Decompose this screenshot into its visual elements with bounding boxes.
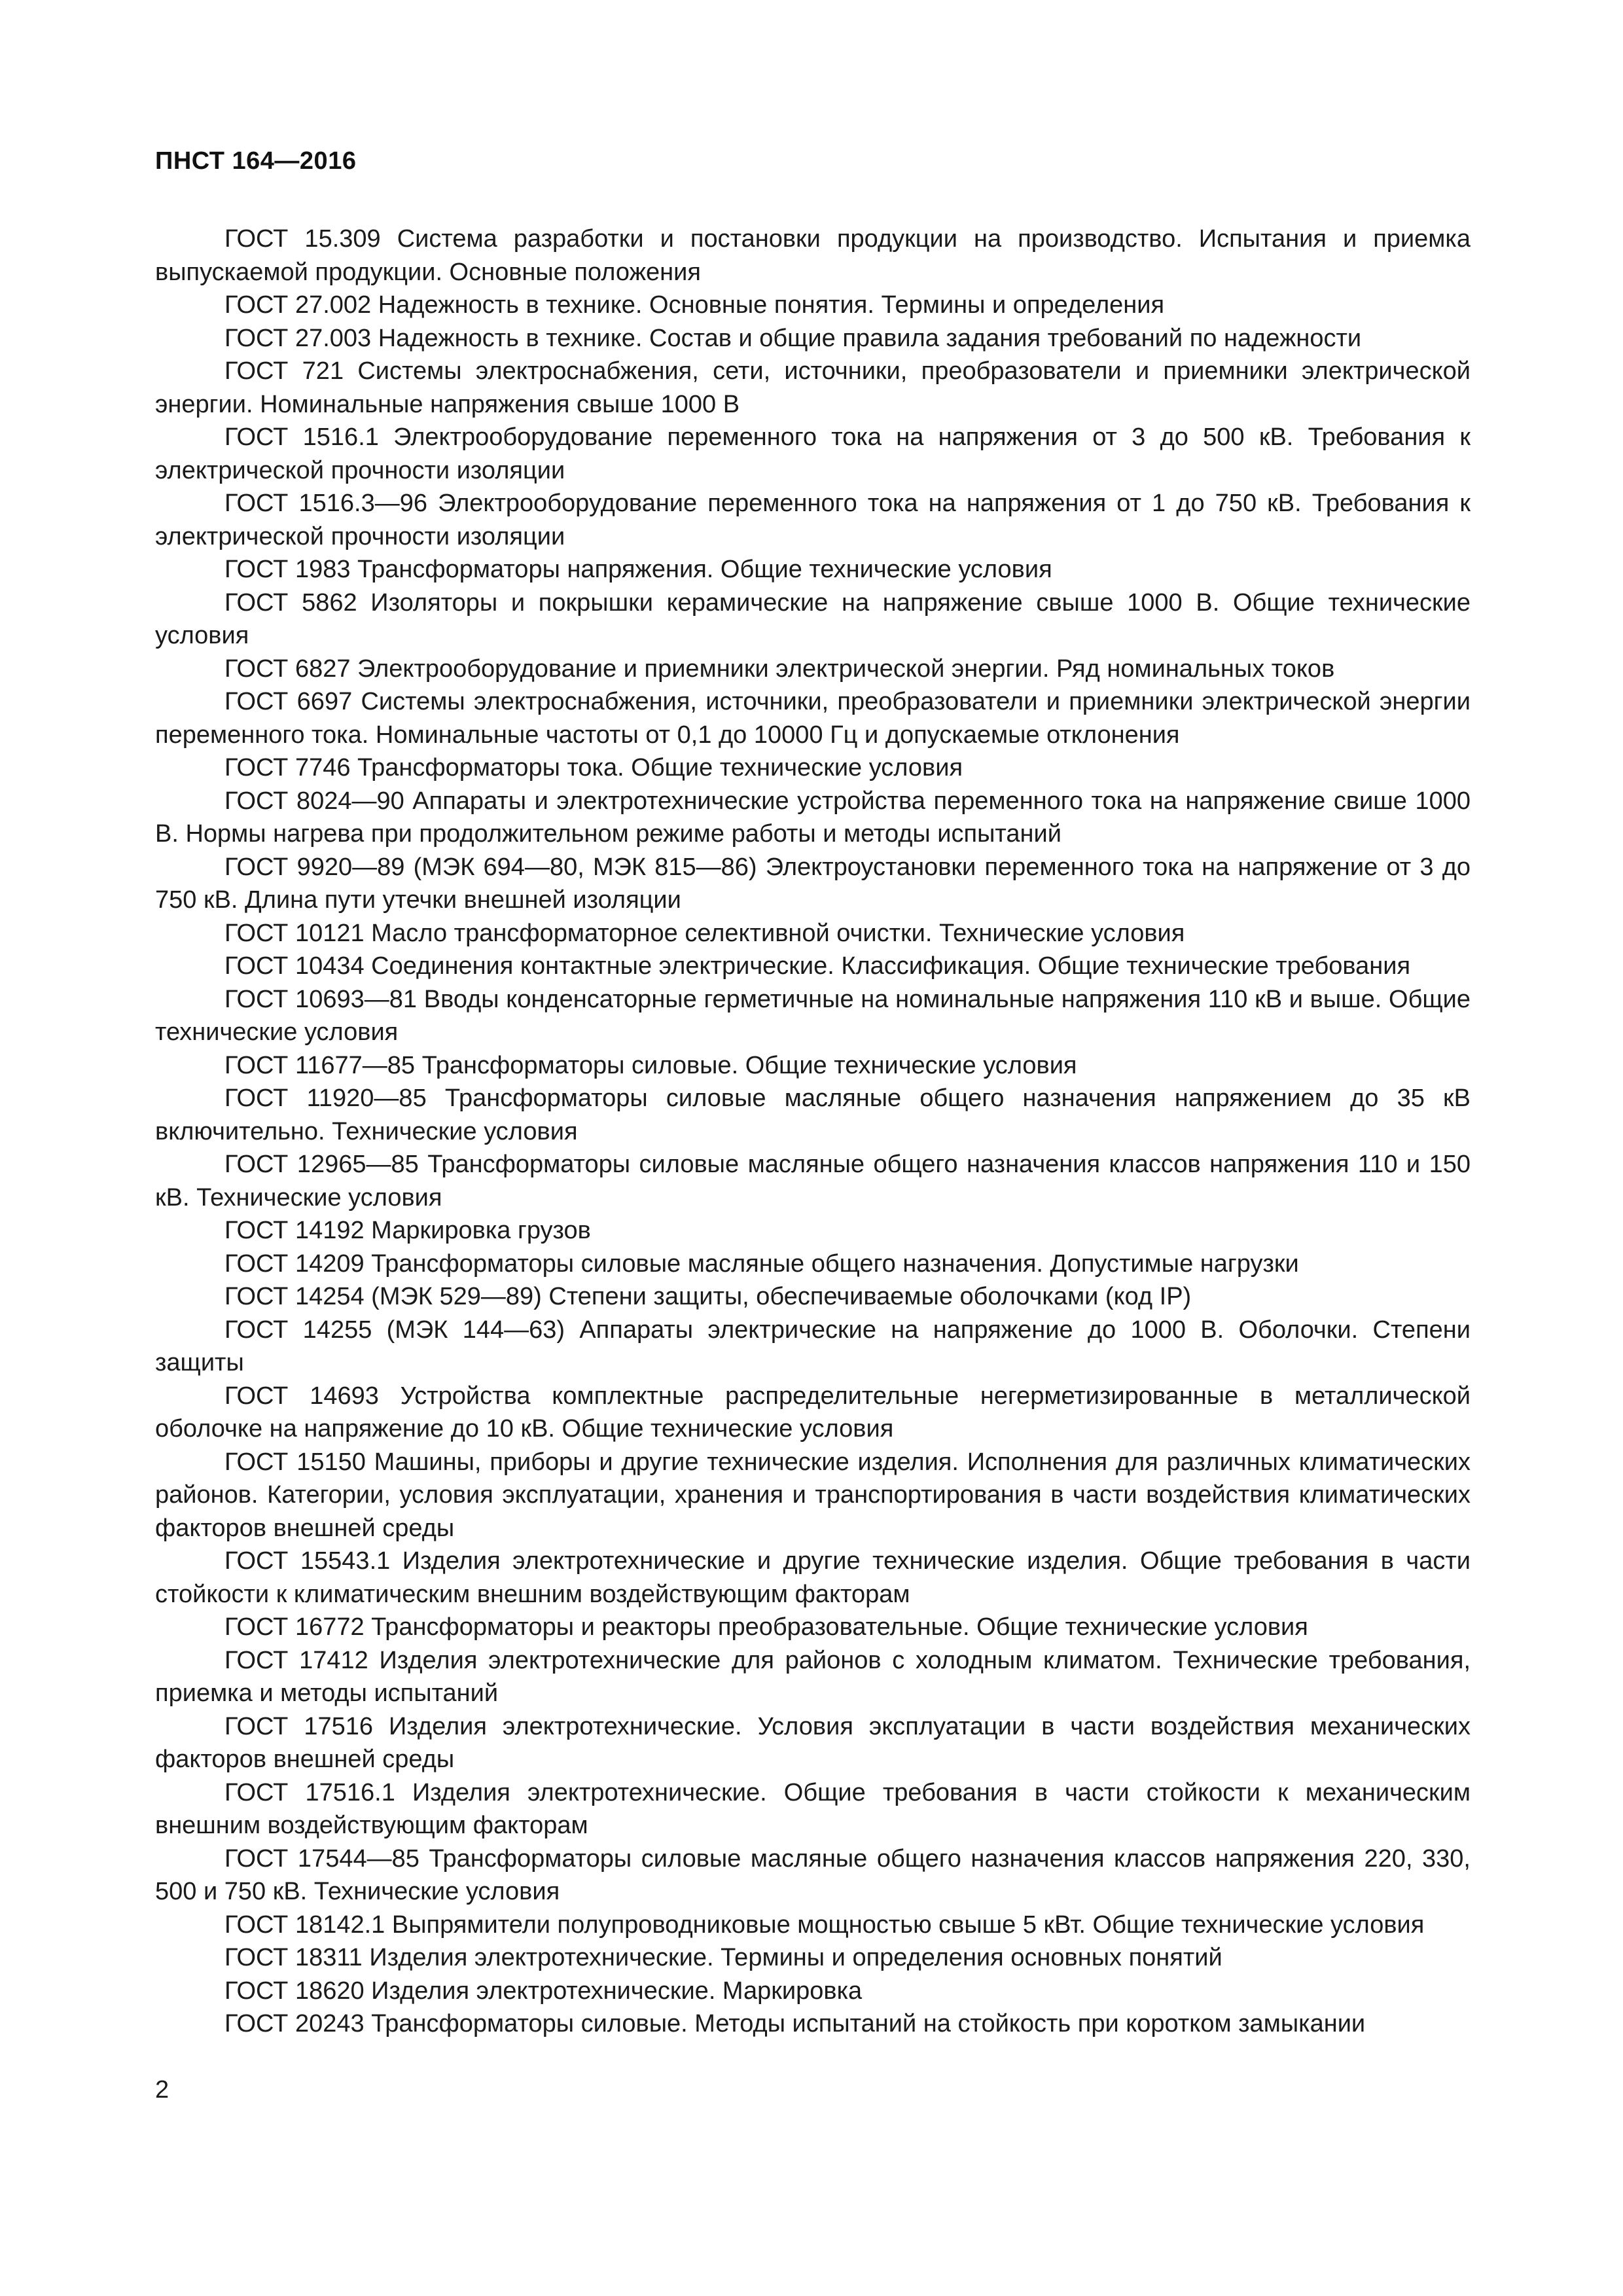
reference-entry: ГОСТ 10121 Масло трансформаторное селективной очистки. Технические условия <box>224 919 1185 947</box>
reference-entry: ГОСТ 17516.1 Изделия электротехнические. Общие требования в части стойкости к механическим внешним воздействующим факторам <box>155 1778 1471 1839</box>
reference-entry: ГОСТ 1983 Трансформаторы напряжения. Общие технические условия <box>224 556 1052 583</box>
reference-entry: ГОСТ 18142.1 Выпрямители полупроводниковые мощностью свыше 5 кВт. Общие технические условия <box>224 1910 1425 1939</box>
reference-entry: ГОСТ 11677—85 Трансформаторы силовые. Общие технические условия <box>224 1051 1077 1079</box>
reference-entry: ГОСТ 27.003 Надежность в технике. Состав и общие правила задания требований по надежности <box>224 324 1362 352</box>
page-number: 2 <box>155 2076 169 2104</box>
reference-entry: ГОСТ 1516.3—96 Электрооборудование переменного тока на напряжения от 1 до 750 кВ. Требования к электрической прочности изоляции <box>155 490 1471 550</box>
reference-entry: ГОСТ 15150 Машины, приборы и другие технические изделия. Исполнения для различных климатических районов. Категории, условия эксплуатации, хранения и транспортирования в части воздействия климатических факторов внешней среды <box>155 1448 1471 1542</box>
reference-entry: ГОСТ 5862 Изоляторы и покрышки керамические на напряжение свыше 1000 В. Общие технические условия <box>155 588 1471 649</box>
reference-entry: ГОСТ 14254 (МЭК 529—89) Степени защиты, обеспечиваемые оболочками (код IP) <box>224 1283 1192 1310</box>
reference-entry: ГОСТ 10693—81 Вводы конденсаторные герметичные на номинальные напряжения 110 кВ и выше. Общие технические условия <box>155 985 1471 1046</box>
reference-entry: ГОСТ 6697 Системы электроснабжения, источники, преобразователи и приемники электрической энергии переменного тока. Номинальные частоты от 0,1 до 10000 Гц и допускаемые отклонения <box>155 688 1471 749</box>
reference-entry: ГОСТ 12965—85 Трансформаторы силовые масляные общего назначения классов напряжения 110 и 150 кВ. Технические условия <box>155 1151 1471 1211</box>
reference-entry: ГОСТ 14693 Устройства комплектные распределительные негерметизированные в металлической оболочке на напряжение до 10 кВ. Общие технические условия <box>155 1382 1471 1443</box>
reference-entry: ГОСТ 11920—85 Трансформаторы силовые масляные общего назначения напряжением до 35 кВ включительно. Технические условия <box>155 1085 1471 1145</box>
reference-entry: ГОСТ 721 Системы электроснабжения, сети, источники, преобразователи и приемники электрической энергии. Номинальные напряжения свыше 1000 В <box>155 357 1471 418</box>
reference-entry: ГОСТ 6827 Электрооборудование и приемники электрической энергии. Ряд номинальных токов <box>224 655 1335 683</box>
reference-entry: ГОСТ 18620 Изделия электротехнические. Маркировка <box>224 1977 863 2005</box>
reference-entry: ГОСТ 1516.1 Электрооборудование переменного тока на напряжения от 3 до 500 кВ. Требования к электрической прочности изоляции <box>155 423 1471 484</box>
reference-entry: ГОСТ 14209 Трансформаторы силовые масляные общего назначения. Допустимые нагрузки <box>224 1249 1299 1278</box>
reference-entry: ГОСТ 15.309 Система разработки и постановки продукции на производство. Испытания и приемка выпускаемой продукции. Основные положения <box>155 225 1471 286</box>
reference-entry: ГОСТ 8024—90 Аппараты и электротехнические устройства переменного тока на напряжение свише 1000 В. Нормы нагрева при продолжительном режиме работы и методы испытаний <box>155 787 1471 848</box>
reference-entry: ГОСТ 27.002 Надежность в технике. Основные понятия. Термины и определения <box>224 291 1165 319</box>
reference-entry: ГОСТ 17412 Изделия электротехнические для районов с холодным климатом. Технические требования, приемка и методы испытаний <box>155 1646 1471 1707</box>
reference-entry: ГОСТ 14255 (МЭК 144—63) Аппараты электрические на напряжение до 1000 В. Оболочки. Степени защиты <box>155 1316 1471 1376</box>
normative-references-list <box>155 223 1471 2041</box>
reference-entry: ГОСТ 15543.1 Изделия электротехнические и другие технические изделия. Общие требования в части стойкости к климатическим внешним воздействующим факторам <box>155 1547 1471 1608</box>
reference-entry: ГОСТ 16772 Трансформаторы и реакторы преобразовательные. Общие технические условия <box>224 1613 1308 1641</box>
reference-entry: ГОСТ 10434 Соединения контактные электрические. Классификация. Общие технические требования <box>224 952 1411 980</box>
reference-entry: ГОСТ 7746 Трансформаторы тока. Общие технические условия <box>224 754 963 781</box>
document-designation: ПНСТ 164—2016 <box>155 147 357 175</box>
reference-entry: ГОСТ 14192 Маркировка грузов <box>224 1217 591 1244</box>
reference-entry: ГОСТ 17516 Изделия электротехнические. Условия эксплуатации в части воздействия механических факторов внешней среды <box>155 1712 1471 1773</box>
reference-entry: ГОСТ 9920—89 (МЭК 694—80, МЭК 815—86) Электроустановки переменного тока на напряжение от 3 до 750 кВ. Длина пути утечки внешней изоляции <box>155 853 1471 914</box>
reference-entry: ГОСТ 17544—85 Трансформаторы силовые масляные общего назначения классов напряжения 220, 330, 500 и 750 кВ. Технические условия <box>155 1844 1471 1905</box>
reference-entry: ГОСТ 20243 Трансформаторы силовые. Методы испытаний на стойкость при коротком замыкании <box>224 2010 1366 2037</box>
reference-entry: ГОСТ 18311 Изделия электротехнические. Термины и определения основных понятий <box>224 1944 1222 1971</box>
